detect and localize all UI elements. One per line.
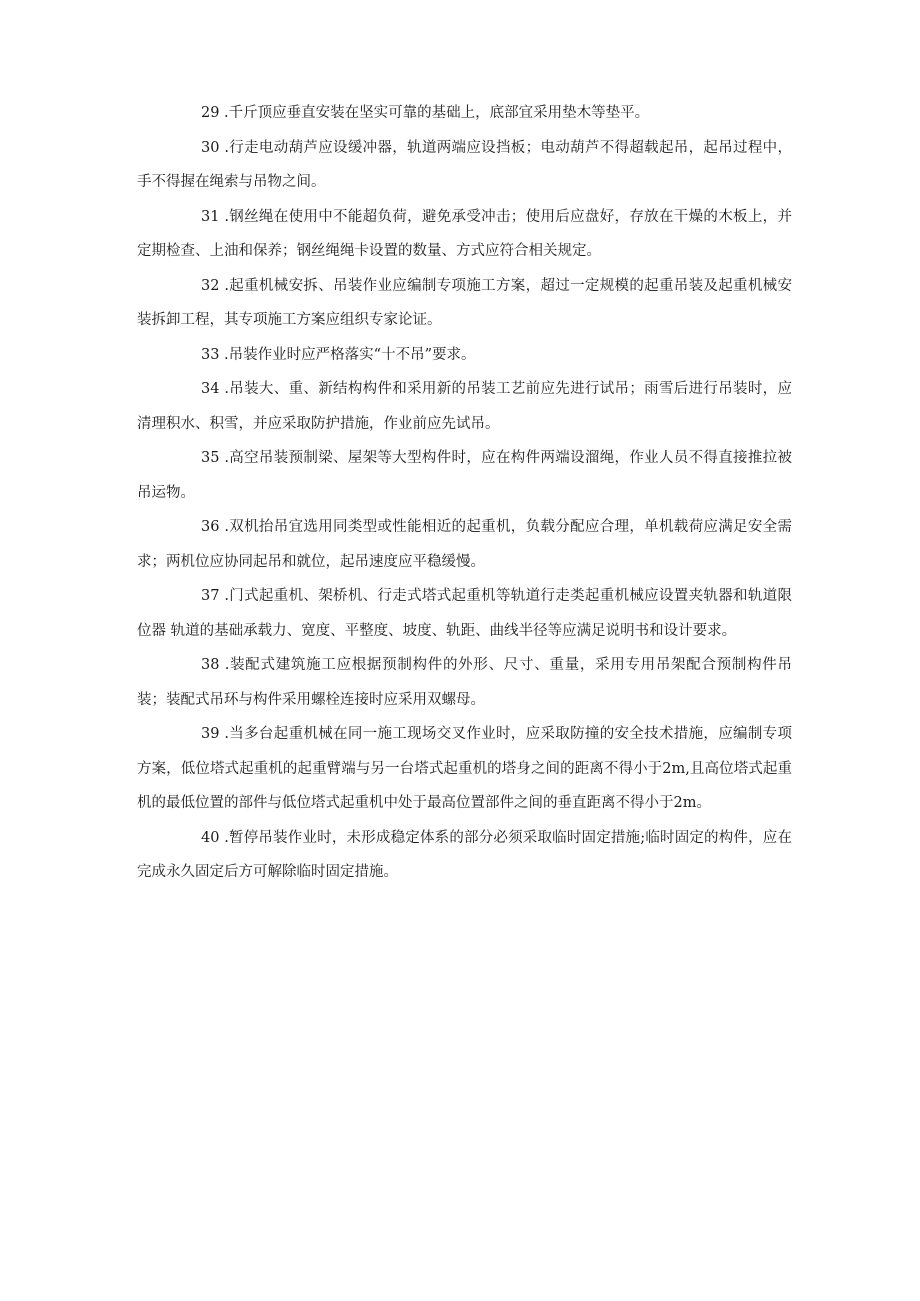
document-body — [137, 96, 792, 890]
clause-text: .钢丝绳在使用中不能超负荷，避免承受冲击；使用后应盘好，存放在干燥的木板上，并定期检查、上油和保养；钢丝绳绳卡设置的数量、方式应符合相关规定。 — [137, 208, 792, 259]
clause-text: .高空吊装预制梁、屋架等大型构件时，应在构件两端设溜绳，作业人员不得直接推拉被吊运物。 — [137, 450, 792, 501]
clause-text: .双机抬吊宜选用同类型或性能相近的起重机，负载分配应合理，单机载荷应满足安全需求；两机位应协同起吊和就位，起吊速度应平稳缓慢。 — [137, 519, 792, 570]
clause-text: .当多台起重机械在同一施工现场交叉作业时，应采取防撞的安全技术措施，应编制专项方案，低位塔式起重机的起重臂端与另一台塔式起重机的塔身之间的距离不得小于2m,且高位塔式起重机的最低位置的部件与低位塔式起重机中处于最高位置部件之间的垂直距离不得小于2m。 — [137, 726, 792, 811]
clause-text: .起重机械安拆、吊装作业应编制专项施工方案，超过一定规模的起重吊装及起重机械安装拆卸工程，其专项施工方案应组织专家论证。 — [137, 277, 792, 328]
clause-number: 37 — [201, 588, 220, 604]
clause-text: .吊装作业时应严格落实“十不吊”要求。 — [219, 346, 476, 363]
clause-number: 34 — [201, 381, 220, 397]
clause-text: .装配式建筑施工应根据预制构件的外形、尺寸、重量，采用专用吊架配合预制构件吊装；装配式吊环与构件采用螺栓连接时应采用双螺母。 — [137, 657, 792, 708]
clause-35 — [137, 441, 792, 510]
clause-number: 40 — [201, 829, 220, 846]
clause-37 — [137, 579, 792, 648]
clause-number: 33 — [201, 346, 220, 363]
clause-text: .暂停吊装作业时，未形成稳定体系的部分必须采取临时固定措施;临时固定的构件，应在完成永久固定后方可解除临时固定措施。 — [137, 829, 792, 880]
clause-number: 29 — [201, 105, 220, 121]
clause-39 — [137, 717, 792, 821]
clause-number: 39 — [201, 726, 220, 742]
clause-text: .吊装大、重、新结构构件和采用新的吊装工艺前应先进行试吊；雨雪后进行吊装时，应清理积水、积雪，并应采取防护措施，作业前应先试吊。 — [137, 381, 792, 432]
clause-33 — [137, 338, 792, 373]
clause-34 — [137, 372, 792, 441]
clause-32 — [137, 269, 792, 338]
clause-number: 30 — [201, 139, 220, 156]
clause-38 — [137, 648, 792, 717]
clause-number: 36 — [201, 519, 220, 535]
clause-number: 31 — [201, 208, 220, 225]
clause-text: .千斤顶应垂直安装在坚实可靠的基础上，底部宜采用垫木等垫平。 — [219, 105, 650, 121]
clause-29 — [137, 96, 792, 131]
clause-number: 32 — [201, 277, 220, 294]
clause-text: .门式起重机、架桥机、行走式塔式起重机等轨道行走类起重机械应设置夹轨器和轨道限位器 轨道的基础承载力、宽度、平整度、坡度、轨距、曲线半径等应满足说明书和设计要求。 — [137, 588, 792, 639]
clause-text: .行走电动葫芦应设缓冲器，轨道两端应设挡板；电动葫芦不得超载起吊，起吊过程中，手不得握在绳索与吊物之间。 — [137, 139, 792, 190]
clause-number: 35 — [201, 450, 220, 466]
clause-number: 38 — [201, 657, 220, 673]
clause-30 — [137, 131, 792, 200]
clause-40 — [137, 821, 792, 890]
clause-31 — [137, 200, 792, 269]
clause-36 — [137, 510, 792, 579]
